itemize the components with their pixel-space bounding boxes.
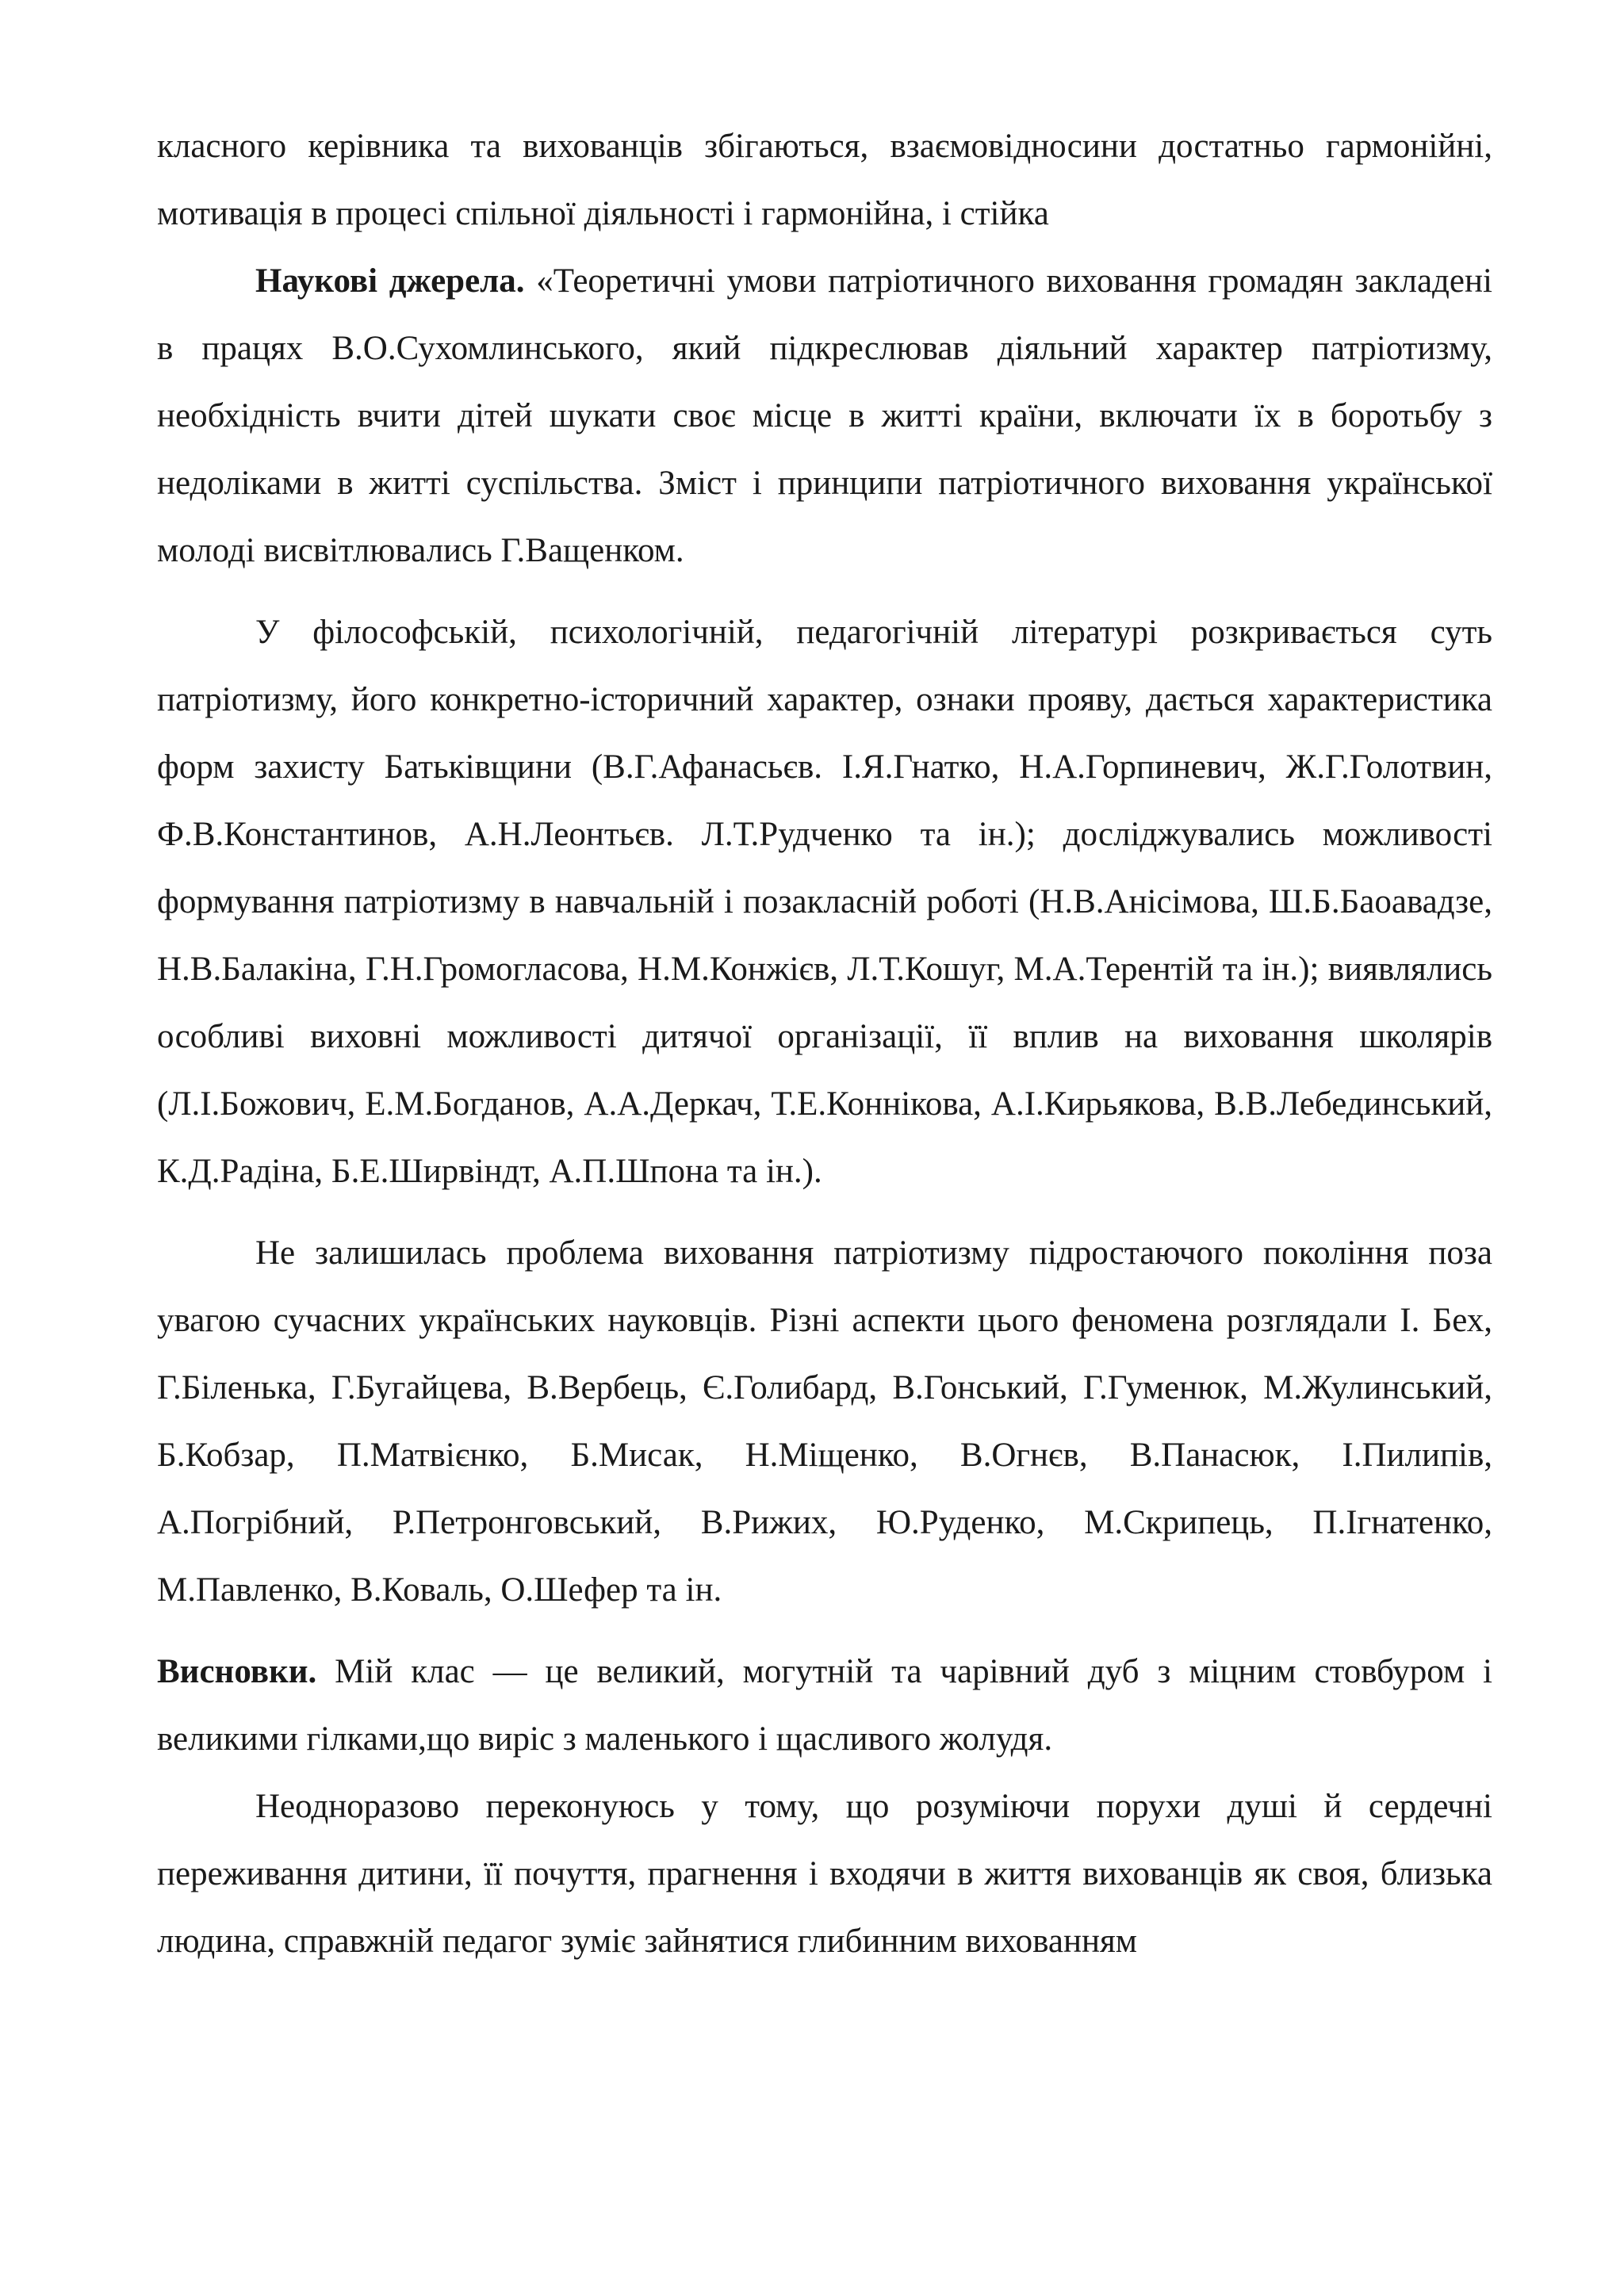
paragraph-scientific-sources <box>157 247 1492 584</box>
heading-scientific-sources: Наукові джерела. <box>255 262 525 300</box>
document-page <box>157 113 1492 1975</box>
paragraph-literature-review: У філософській, психологічній, педагогічній літературі розкривається суть патріотизму, його конкретно-історичний характер, ознаки прояву, дається характеристика форм захисту Батьківщини (В.Г.Афанасьєв. І.Я.Гнатко, Н.А.Горпиневич, Ж.Г.Голотвин, Ф.В.Константинов, А.Н.Леонтьєв. Л.Т.Рудченко та ін.); досліджувались можливості формування патріотизму в навчальній і позакласній роботі (Н.В.Анісімова, Ш.Б.Баоавадзе, Н.В.Балакіна, Г.Н.Громогласова, Н.М.Конжієв, Л.Т.Кошуг, М.А.Терентій та ін.); виявлялись особливі виховні можливості дитячої організації, її вплив на виховання школярів (Л.І.Божович, Е.М.Богданов, А.А.Деркач, Т.Е.Коннікова, А.І.Кирьякова, В.В.Лебединський, К.Д.Радіна, Б.Е.Ширвіндт, А.П.Шпона та ін.). <box>157 614 1492 1190</box>
paragraph-intro-continuation: класного керівника та вихованців збігаються, взаємовідносини достатньо гармонійні, мотивація в процесі спільної діяльності і гармонійна, і стійка <box>157 128 1492 232</box>
scientific-sources-text: «Теоретичні умови патріотичного виховання громадян закладені в працях В.О.Сухомлинського, який підкреслював діяльний характер патріотизму, необхідність вчити дітей шукати своє місце в житті країни, включати їх в боротьбу з недоліками в житті суспільства. Зміст і принципи патріотичного виховання української молоді висвітлювались Г.Ващенком. <box>157 262 1492 569</box>
conclusions-text: Мій клас — це великий, могутній та чарівний дуб з міцним стовбуром і великими гілками,що виріс з маленького і щасливого жолудя. <box>157 1653 1492 1758</box>
paragraph-modern-scholars: Не залишилась проблема виховання патріотизму підростаючого покоління поза увагою сучасних українських науковців. Різні аспекти цього феномена розглядали І. Бех, Г.Біленька, Г.Бугайцева, В.Вербець, Є.Голибард, В.Гонський, Г.Гуменюк, М.Жулинський, Б.Кобзар, П.Матвієнко, Б.Мисак, Н.Міщенко, В.Огнєв, В.Панасюк, І.Пилипів, А.Погрібний, Р.Петронговський, В.Рижих, Ю.Руденко, М.Скрипець, П.Ігнатенко, М.Павленко, В.Коваль, О.Шефер та ін. <box>157 1234 1492 1609</box>
heading-conclusions: Висновки. <box>157 1653 317 1690</box>
paragraph-final-thoughts: Неодноразово переконуюсь у тому, що розуміючи порухи душі й сердечні переживання дитини, її почуття, прагнення і входячи в життя вихованців як своя, близька людина, справжній педагог зуміє зайнятися глибинним вихованням <box>157 1788 1492 1960</box>
paragraph-conclusions <box>157 1638 1492 1773</box>
